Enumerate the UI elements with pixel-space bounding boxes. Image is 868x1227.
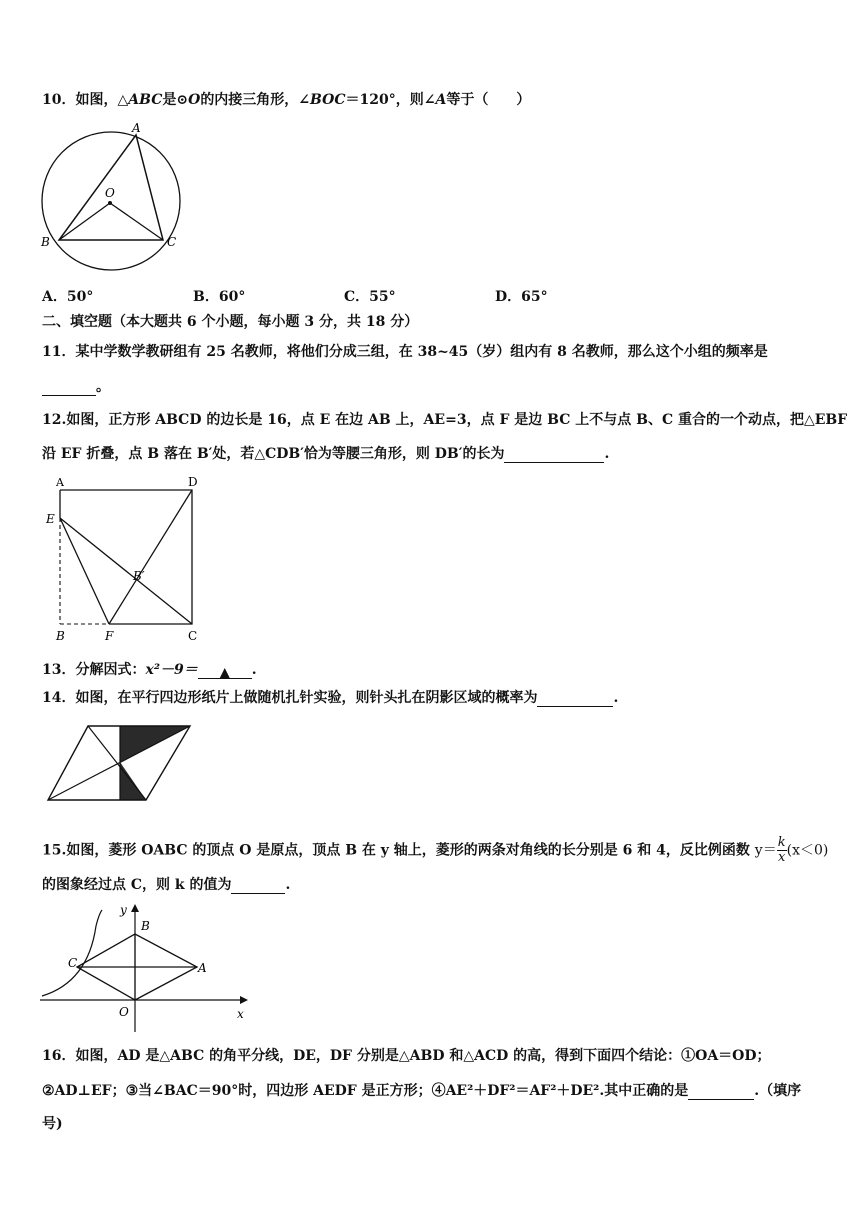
segment-f-d	[109, 490, 192, 624]
q14-stem: 14．如图，在平行四边形纸片上做随机扎针实验，则针头扎在阴影区域的概率为 .	[42, 690, 619, 706]
q10-option-c: C．55°	[344, 289, 396, 305]
q14-answer-blank[interactable]	[537, 692, 613, 707]
q11-answer-blank[interactable]	[42, 381, 96, 396]
q16-stem-line2: ②AD⊥EF；③当∠BAC＝90°时，四边形 AEDF 是正方形；④AE²＋DF²＝AF²＋DE².其中正确的是 .（填序	[42, 1083, 802, 1099]
label-o: O	[105, 186, 115, 200]
q15-stem-line2: 的图象经过点 C，则 k 的值为 .	[42, 877, 291, 893]
q16-stem-line3: 号)	[42, 1116, 63, 1132]
q11-stem: 11．某中学数学教研组有 25 名教师，将他们分成三组，在 38~45（岁）组内有 8 名教师，那么这个小组的频率是	[42, 344, 768, 360]
label-b-prime: B′	[133, 569, 145, 583]
label-x: x	[237, 1007, 244, 1021]
x-axis-arrow	[240, 996, 248, 1004]
label-f: F	[105, 629, 114, 643]
label-b: B	[141, 919, 150, 933]
q12-square-figure	[40, 474, 210, 646]
label-c: C	[167, 235, 177, 249]
q10-option-d: D．65°	[495, 289, 548, 305]
q13-stem: 13．分解因式：x²－9＝ ▲ .	[42, 662, 257, 681]
hyperbola-curve	[42, 910, 102, 996]
square-sides	[60, 490, 192, 624]
q15-answer-blank[interactable]	[231, 879, 285, 894]
label-y: y	[120, 903, 127, 917]
label-c: C	[68, 956, 78, 970]
q16-answer-blank[interactable]	[688, 1085, 754, 1100]
label-a: A	[132, 121, 141, 135]
fold-line-ef	[60, 518, 109, 624]
q11-answer-line: 。	[42, 378, 110, 396]
q13-answer-blank[interactable]: ▲	[198, 664, 252, 679]
label-o: O	[119, 1005, 129, 1019]
label-c: C	[188, 629, 198, 643]
fraction-k-over-x: $\frac{k}{x}$	[777, 835, 786, 865]
q15-rhombus-figure	[38, 898, 254, 1034]
radii-ob-oc	[59, 203, 163, 240]
center-point	[108, 201, 112, 205]
label-e: E	[46, 512, 55, 526]
label-b: B	[41, 235, 50, 249]
q10-stem: 10．如图，△ABC是⊙O的内接三角形，∠BOC＝120°，则∠A等于（ ）	[42, 92, 531, 108]
label-d: D	[188, 475, 198, 489]
q10-option-a: A．50°	[42, 289, 94, 305]
q10-circle-figure	[35, 118, 195, 278]
label-a: A	[56, 476, 64, 489]
q12-stem-line1: 12.如图，正方形 ABCD 的边长是 16，点 E 在边 AB 上，AE=3，点 F 是边 BC 上不与点 B、C 重合的一个动点，把△EBF	[42, 412, 848, 428]
q12-answer-blank[interactable]	[504, 448, 604, 463]
q12-stem-line2: 沿 EF 折叠，点 B 落在 B′处，若△CDB′恰为等腰三角形，则 DB′的长为 .	[42, 446, 610, 462]
segment-eb-prime-c	[60, 518, 192, 624]
circle-o	[42, 132, 180, 270]
section-2-heading: 二、填空题（本大题共 6 个小题，每小题 3 分，共 18 分）	[42, 314, 419, 330]
label-a: A	[198, 961, 207, 975]
q14-parallelogram-figure	[44, 722, 196, 804]
q10-option-b: B．60°	[193, 289, 246, 305]
q15-stem-line1: 15.如图，菱形 OABC 的顶点 O 是原点，顶点 B 在 y 轴上，菱形的两条对角线的长分别是 6 和 4，反比例函数 y＝ $\frac{k}{x}$ (x＜0)	[42, 835, 829, 865]
q16-stem-line1: 16．如图，AD 是△ABC 的角平分线，DE，DF 分别是△ABD 和△ACD 的高，得到下面四个结论：①OA＝OD；	[42, 1048, 771, 1064]
y-axis-arrow	[131, 904, 139, 912]
label-b: B	[56, 629, 65, 643]
